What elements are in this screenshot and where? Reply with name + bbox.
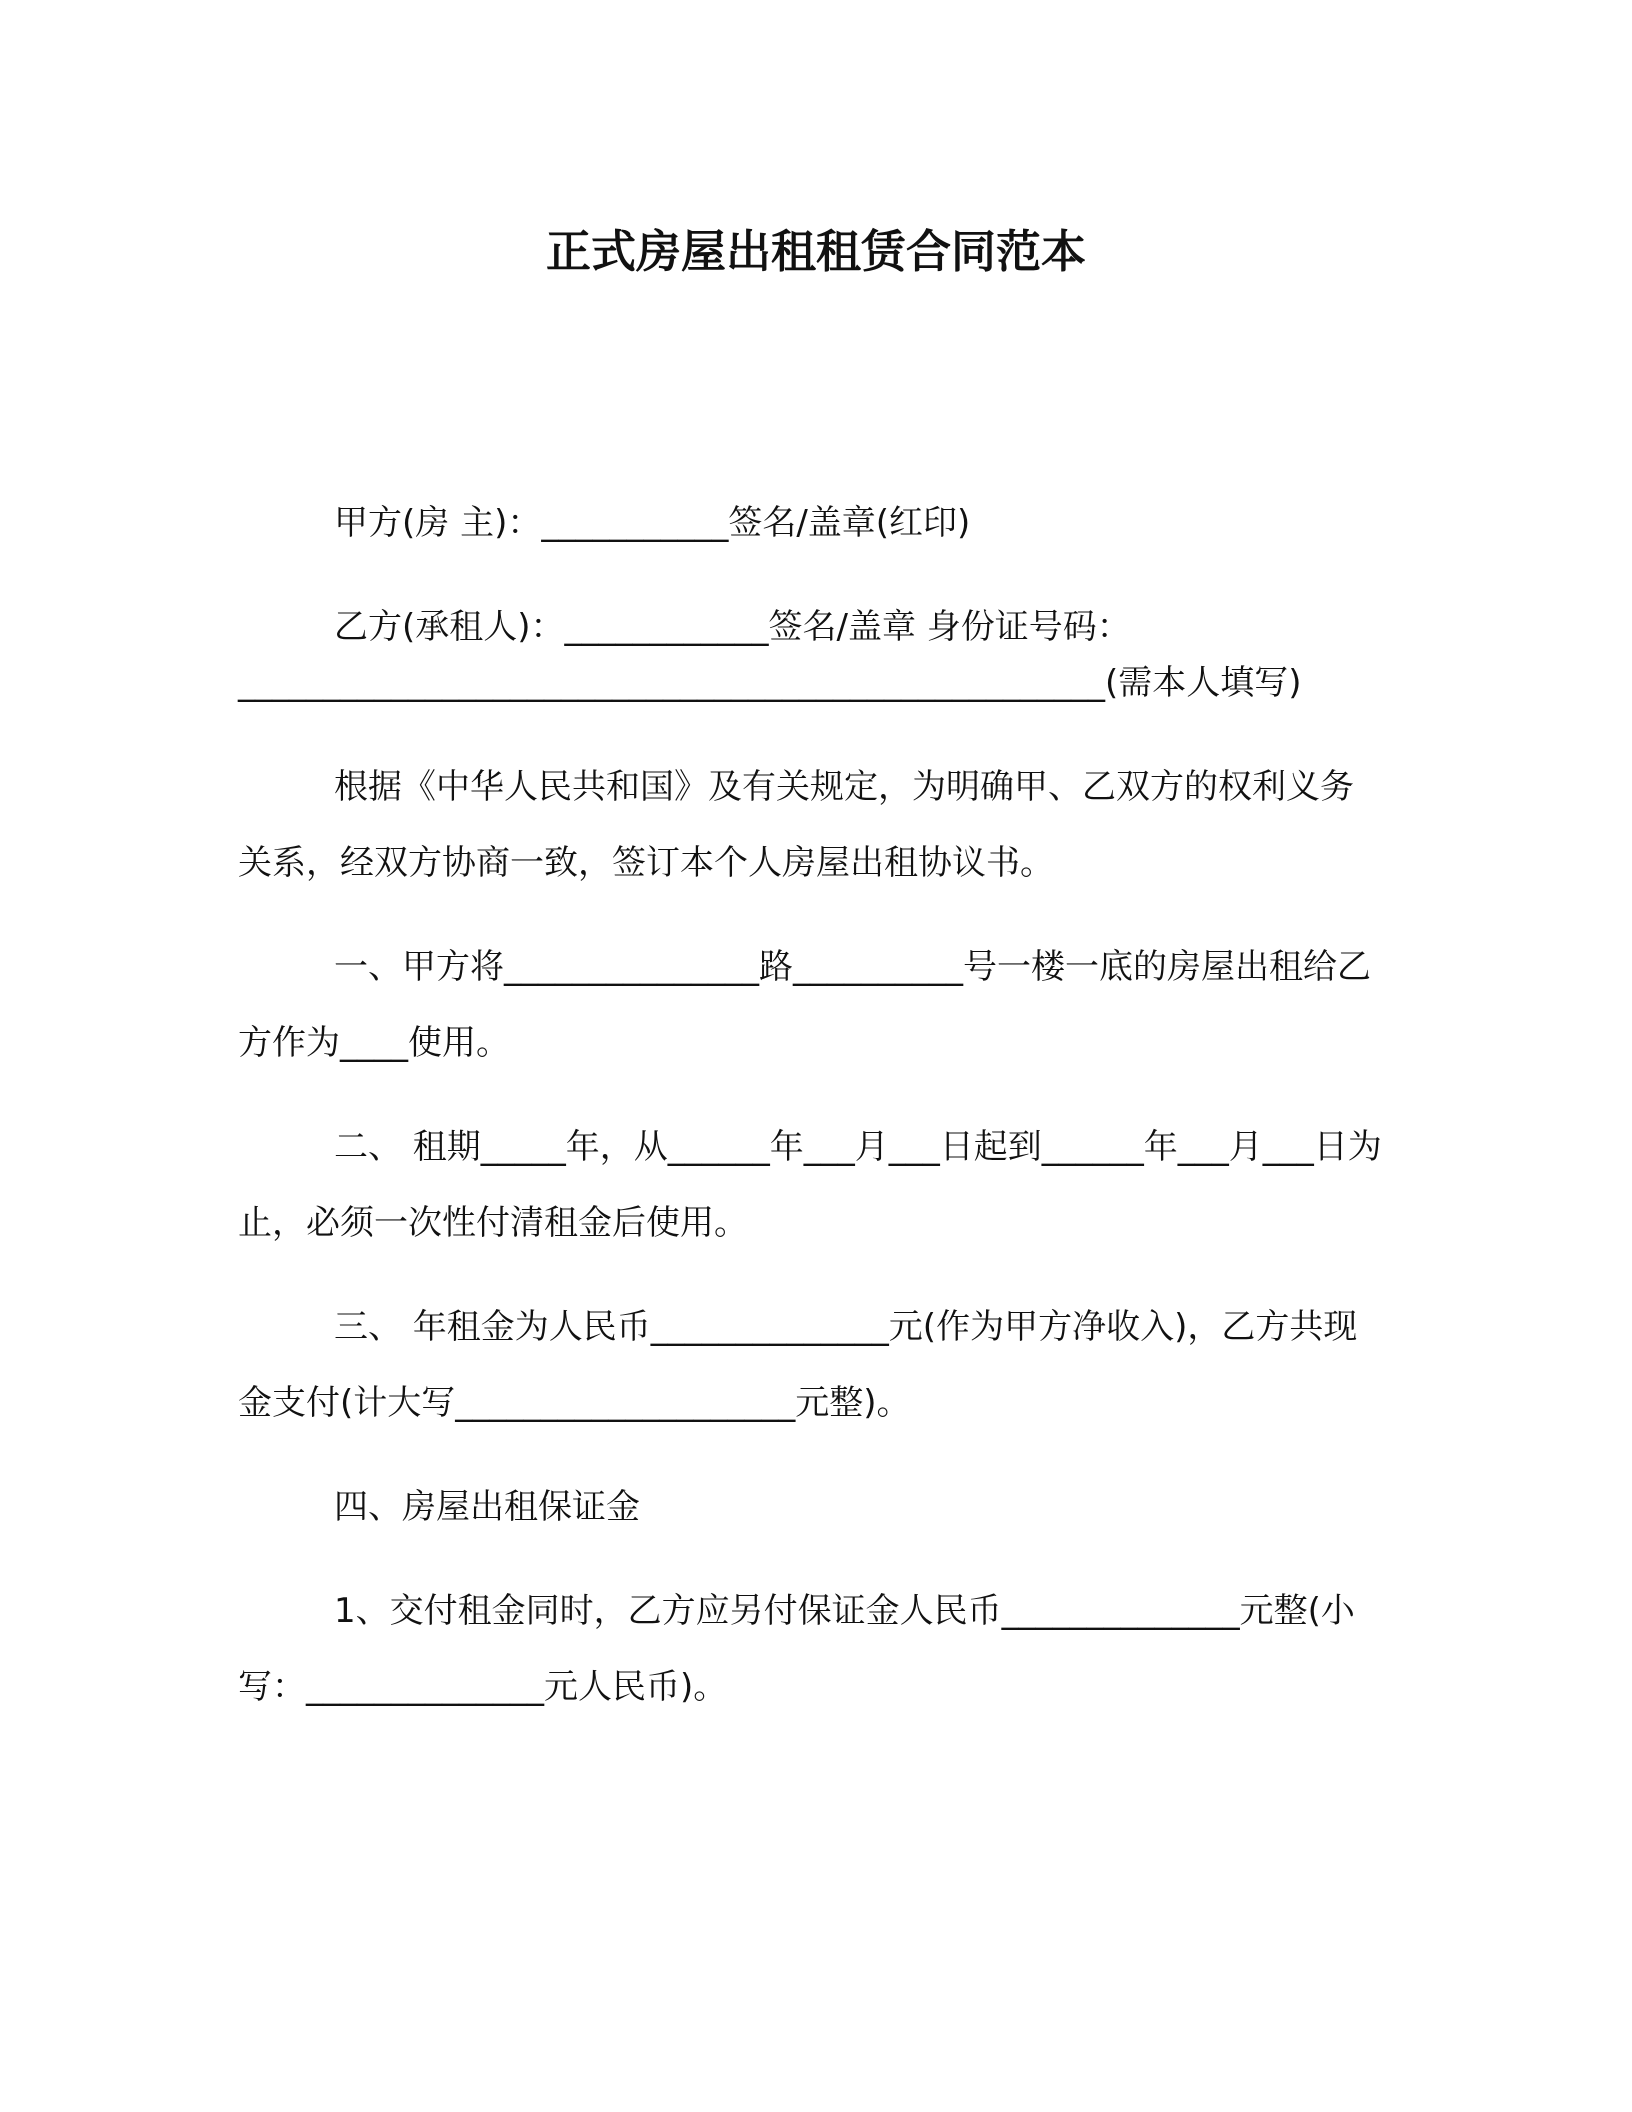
clause-3: 三、 年租金为人民币______________元(作为甲方净收入)，乙方共现金支付(计大写____________________元整)。 xyxy=(238,1307,1358,1423)
party-b-line: 乙方(承租人)：____________签名/盖章 身份证号码： xyxy=(334,607,1131,647)
clause-4-item-1: 1、交付租金同时，乙方应另付保证金人民币______________元整(小写：______________元人民币)。 xyxy=(238,1591,1355,1707)
document-body xyxy=(238,485,1383,1753)
clause-1: 一、甲方将_______________路__________号一楼一底的房屋出租给乙方作为____使用。 xyxy=(238,947,1371,1063)
preamble-paragraph: 根据《中华人民共和国》及有关规定，为明确甲、乙双方的权利义务关系，经双方协商一致，签订本个人房屋出租协议书。 xyxy=(238,767,1354,883)
clause-2: 二、 租期_____年，从______年___月___日起到______年___月___日为止，必须一次性付清租金后使用。 xyxy=(238,1127,1382,1243)
document-title: 正式房屋出租租赁合同范本 xyxy=(545,225,1086,278)
party-a-line: 甲方(房 主)：___________签名/盖章(红印) xyxy=(334,503,971,543)
clause-4-heading: 四、房屋出租保证金 xyxy=(334,1487,640,1527)
id-number-line: ___________________________________________________(需本人填写) xyxy=(238,663,1302,703)
